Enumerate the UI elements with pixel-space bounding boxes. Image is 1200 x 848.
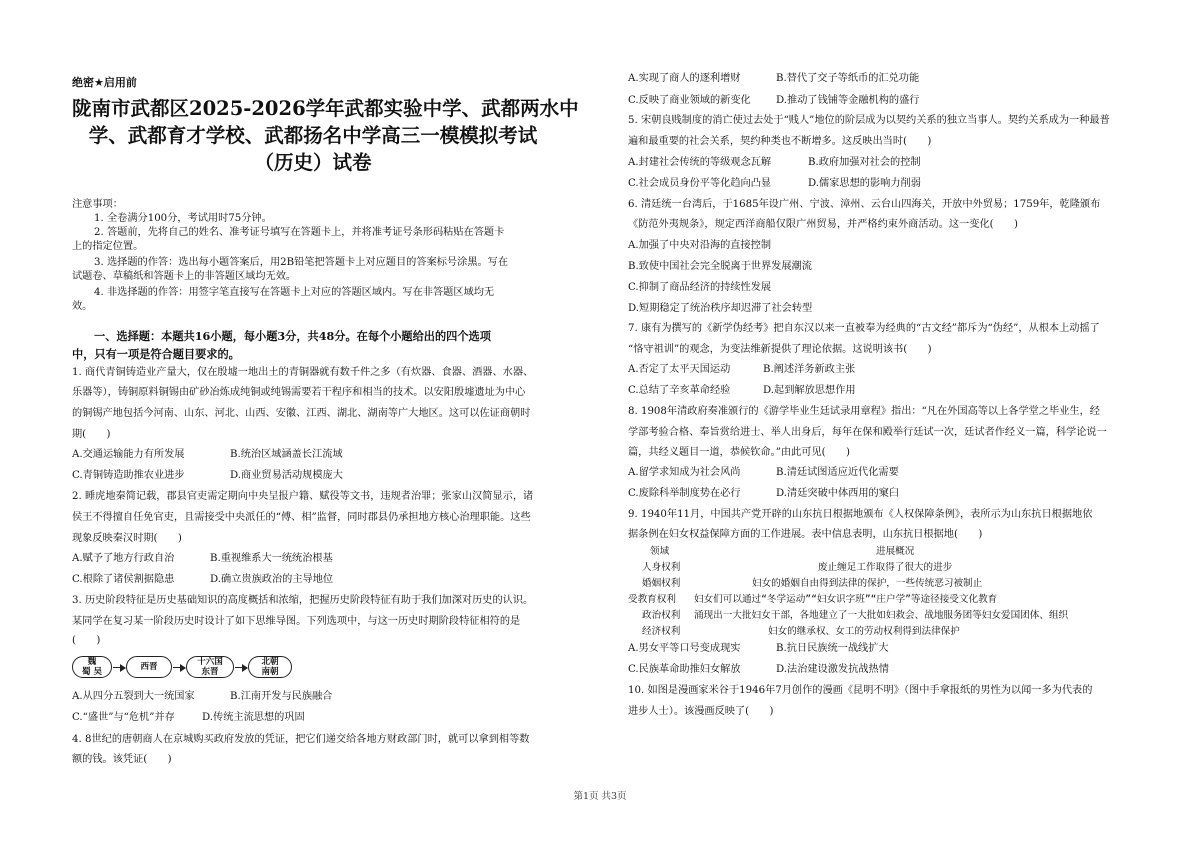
question-stem: 8. 1908年清政府奏准颁行的《游学毕业生廷试录用章程》指出：“凡在外国高等以上各学堂之毕业生，经 [628,406,1100,417]
table-cell-progress: 妇女的婚姻自由得到法律的保护，一些传统恶习被制止 [752,578,983,589]
question-stem: 3. 历史阶段特征是历史基础知识的高度概括和浓缩，把握历史阶段特征有助于我们加深对历史的认识。 [72,595,534,606]
arrow-icon [173,667,185,668]
option-d[interactable]: D.清廷突破中体西用的窠臼 [776,488,900,499]
table-cell-field: 政治权利 [642,610,681,621]
flow-node-sixteen-kingdoms [186,656,234,678]
option-b[interactable]: B.阐述洋务新政主张 [763,364,856,375]
notes-line: 上的指定位置。 [72,241,144,252]
arrow-icon [113,667,125,668]
option-a[interactable]: A.封建社会传统的等级观念瓦解 [628,157,772,168]
mind-map-diagram [72,656,332,680]
notes-line: 2. 答题前，先将自己的姓名、准考证号填写在答题卡上，并将准考证号条形码粘贴在答题卡 [94,227,505,238]
question-stem: 侯王不得擅自任免官吏，且需接受中央派任的“傅、相”监督，同时郡县仍承担地方核心治理职能。这些 [72,512,531,523]
question-stem: 学部考验合格、奉旨赏给进士、举人出身后，每年在保和殿举行廷试一次，廷试者作经义一篇，科学论说一 [628,427,1107,438]
notes-line: 效。 [72,301,93,312]
table-cell-field: 经济权利 [642,626,681,637]
title-line-3: （历史）试卷 [254,151,372,174]
flow-node-top: 西晋 [140,662,158,672]
question-stem: 乐器等），铸铜原料铜锡由矿砂冶炼成纯铜或纯锡需要若干程序和相当的技术。以安阳殷墟遗址为中心 [72,387,526,398]
option-d[interactable]: D.法治建设激发抗战热情 [776,664,889,675]
flow-node-bottom: 东晋 [201,667,219,677]
question-stem: ( ) [72,635,101,646]
option-a[interactable]: A.否定了太平天国运动 [628,364,731,375]
question-stem: 现象反映秦汉时期( ) [72,533,182,544]
option-a[interactable]: A.赋予了地方行政自治 [72,553,175,564]
option-d[interactable]: D.推动了钱铺等金融机构的盛行 [776,95,920,106]
flow-node-bottom: 蜀 吴 [82,667,102,677]
flow-node-top: 十六国 [197,657,223,667]
option-a[interactable]: A.加强了中央对沿海的直接控制 [628,240,772,251]
question-stem: 的铜锡产地包括今河南、山东、河北、山西、安徽、江西、湖北、湖南等广大地区。这可以佐证商朝时 [72,408,531,419]
option-d[interactable]: D.儒家思想的影响力削弱 [808,178,921,189]
rights-table [628,546,1136,640]
table-cell-field: 婚姻权利 [642,578,681,589]
table-cell-progress: 涌现出一大批妇女干部，各地建立了一大批如妇救会、战地服务团等妇女爱国团体、组织 [694,610,1069,621]
arrow-icon [235,667,247,668]
title-line-2: 学、武都育才学校、武都扬名中学高三一模模拟考试 [88,124,538,147]
question-stem: 1. 商代青铜铸造业产量大，仅在殷墟一地出土的青铜器就有数千件之多（有炊器、食器、酒器、水器、 [72,367,534,378]
flow-node-bottom: 南朝 [261,667,279,677]
option-c[interactable]: C.社会成员身份平等化趋向凸显 [628,178,772,189]
option-c[interactable]: C.反映了商业领域的新变化 [628,95,751,106]
section-line: 中，只有一项是符合题目要求的。 [72,347,240,361]
question-stem: 2. 睡虎地秦简记载，郡县官吏需定期向中央呈报户籍、赋役等文书，违规者治罪；张家山汉简显示，诸 [72,491,534,502]
section-line: 一、选择题：本题共16小题，每小题3分，共48分。在每个小题给出的四个选项 [94,329,491,343]
table-cell-field: 受教育权利 [628,594,676,605]
flow-node-top: 北朝 [261,657,279,667]
option-b[interactable]: B.政府加强对社会的控制 [808,157,921,168]
option-c[interactable]: C.抑制了商品经济的持续性发展 [628,282,772,293]
option-b[interactable]: B.江南开发与民族融合 [230,691,333,702]
option-b[interactable]: B.致使中国社会完全脱离于世界发展潮流 [628,261,812,272]
question-stem: 额的钱。该凭证( ) [72,754,172,765]
question-stem: 据条例在妇女权益保障方面的工作进展。表中信息表明，山东抗日根据地( ) [628,529,983,540]
question-stem: 篇，共经义题目一道，恭候钦命。”由此可见( ) [628,447,850,458]
table-cell-progress: 妇女们可以通过“冬学运动”“妇女识字班”“庄户学”等途径接受文化教育 [694,594,998,605]
question-stem: 10. 如图是漫画家米谷于1946年7月创作的漫画《昆明不明》（图中手拿报纸的男性为以闻一多为代表的 [628,685,1093,696]
option-a[interactable]: A.男女平等口号变成现实 [628,643,741,654]
option-b[interactable]: B.重视维系大一统统治根基 [210,553,333,564]
notes-line: 1. 全卷满分100分，考试用时75分钟。 [94,213,272,224]
question-stem: 6. 清廷统一台湾后，于1685年设广州、宁波、漳州、云台山四海关，开放中外贸易；1759年，乾隆颁布 [628,199,1101,210]
option-c[interactable]: C.废除科举制度势在必行 [628,488,741,499]
title-line-1: 陇南市武都区2025-2026学年武都实验中学、武都两水中 [72,97,579,120]
question-stem: 7. 康有为撰写的《新学伪经考》把自东汉以来一直被奉为经典的“古文经”都斥为“伪经”，从根本上动摇了 [628,323,1100,334]
table-cell-progress: 废止缠足工作取得了很大的进步 [818,562,953,573]
flow-node-western-jin [126,656,172,678]
option-c[interactable]: C.总结了辛亥革命经验 [628,385,731,396]
option-d[interactable]: D.确立贵族政治的主导地位 [210,574,334,585]
question-stem: “恪守祖训”的观念，为变法维新提供了理论依据。这说明该书( ) [628,344,932,355]
flow-node-northern-southern [248,656,292,678]
option-b[interactable]: B.统治区域涵盖长江流域 [230,449,343,460]
option-d[interactable]: D.商业贸易活动规模庞大 [230,470,343,481]
option-d[interactable]: D.短期稳定了统治秩序却迟滞了社会转型 [628,303,813,314]
option-c[interactable]: C.青铜铸造助推农业进步 [72,470,185,481]
question-stem: 5. 宋朝良贱制度的消亡使过去处于“贱人”地位的阶层成为以契约关系的独立当事人。契约关系成为一种最普 [628,115,1110,126]
option-b[interactable]: B.替代了交子等纸币的汇兑功能 [776,73,920,84]
question-stem: 进步人士）。该漫画反映了( ) [628,706,774,717]
option-c[interactable]: C.“盛世”与“危机”并存 [72,712,175,723]
option-a[interactable]: A.留学求知成为社会风尚 [628,467,741,478]
table-header-field: 领域 [650,546,670,557]
question-stem: 9. 1940年11月，中国共产党开辟的山东抗日根据地颁布《人权保障条例》，表所示为山东抗日根据地依 [628,509,1093,520]
option-c[interactable]: C.民族革命助推妇女解放 [628,664,741,675]
option-d[interactable]: D.传统主流思想的巩固 [202,712,305,723]
notes-line: 试题卷、草稿纸和答题卡上的非答题区域均无效。 [72,271,297,282]
option-c[interactable]: C.根除了诸侯割据隐患 [72,574,175,585]
question-stem: 4. 8世纪的唐朝商人在京城购买政府发放的凭证，把它们递交给各地方财政部门时，就可以拿到相等数 [72,734,530,745]
option-b[interactable]: B.清廷试图适应近代化需要 [776,467,899,478]
flow-node-wei-shu-wu [72,656,112,678]
table-cell-progress: 妇女的继承权、女工的劳动权利得到法律保护 [768,626,960,637]
option-a[interactable]: A.实现了商人的逐利增财 [628,73,741,84]
confidential-label: 绝密★启用前 [72,76,137,89]
option-b[interactable]: B.抗日民族统一战线扩大 [776,643,889,654]
notes-line: 3. 选择题的作答：选出每小题答案后，用2B铅笔把答题卡上对应题目的答案标号涂黑。写在 [94,257,509,268]
question-stem: 《防范外夷规条》，规定西洋商船仅限广州贸易，并严格约束外商活动。这一变化( ) [628,219,1018,230]
question-stem: 期( ) [72,429,111,440]
table-cell-field: 人身权利 [642,562,681,573]
notes-heading: 注意事项： [72,199,123,210]
option-d[interactable]: D.起到解放思想作用 [763,385,856,396]
table-header-progress: 进展概况 [876,546,915,557]
question-stem: 某同学在复习某一阶段历史时设计了如下思维导图。下列选项中，与这一历史时期阶段特征相符的是 [72,616,521,627]
flow-node-top: 魏 [87,657,97,667]
notes-line: 4. 非选择题的作答：用签字笔直接写在答题卡上对应的答题区域内。写在非答题区域均无 [94,287,495,298]
option-a[interactable]: A.交通运输能力有所发展 [72,449,185,460]
page-footer: 第1页 共3页 [573,791,627,802]
option-a[interactable]: A.从四分五裂到大一统国家 [72,691,195,702]
question-stem: 遍和最重要的社会关系，契约种类也不断增多。这反映出当时( ) [628,136,932,147]
